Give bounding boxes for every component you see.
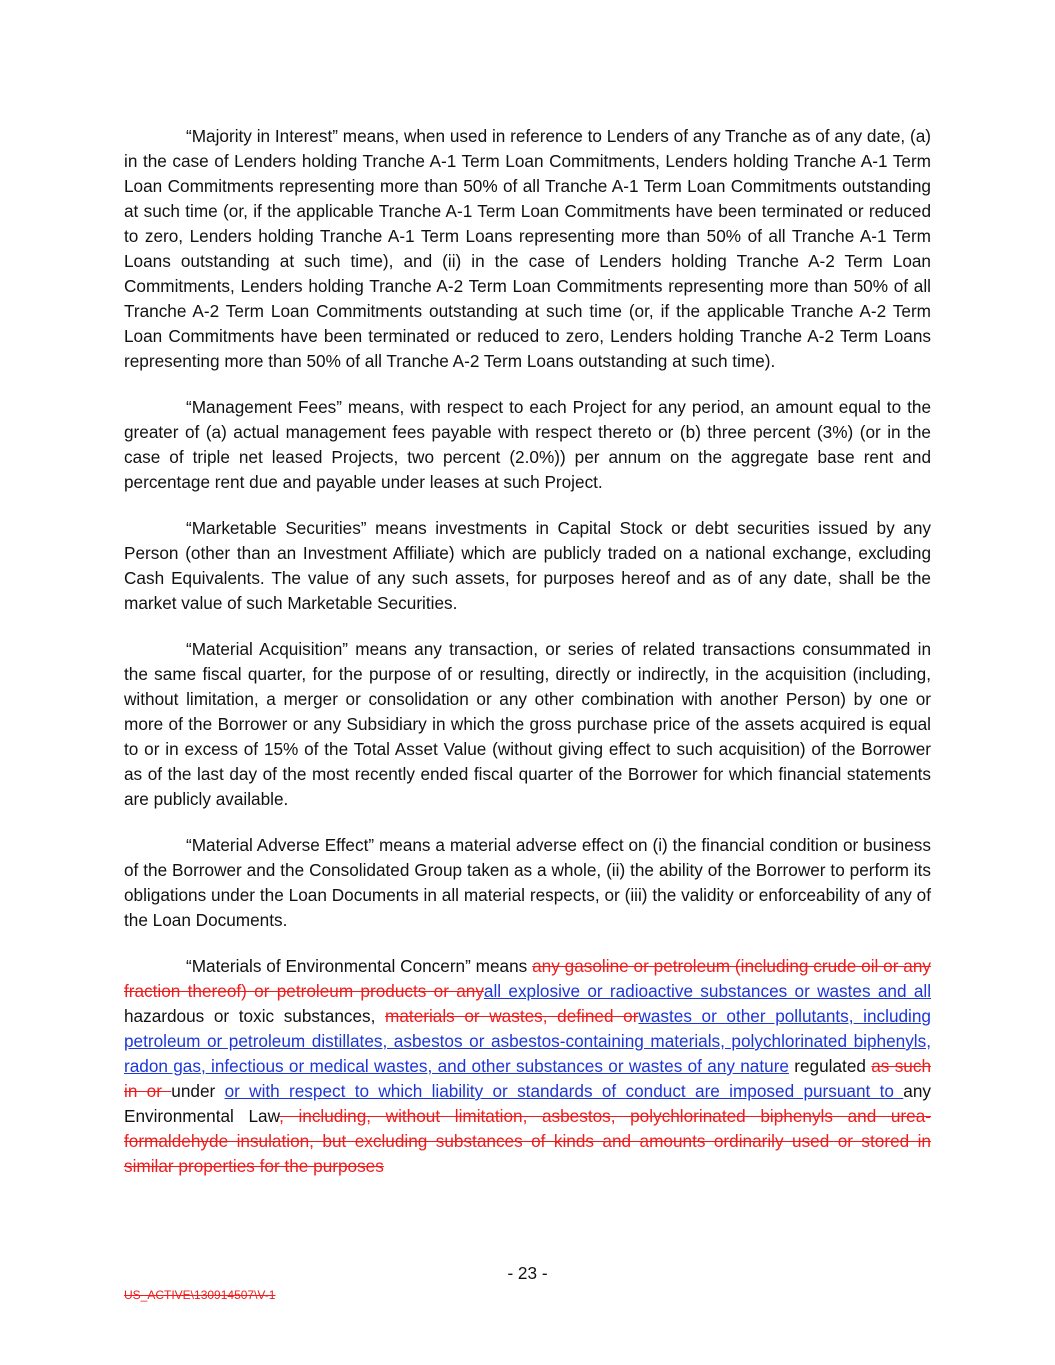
definition-management-fees <box>124 395 931 495</box>
body-text: regulated <box>788 1056 872 1076</box>
deleted-text: as such in or <box>124 1056 931 1101</box>
deleted-text: , including, without limitation, asbestos, polychlorinated biphenyls and urea-formaldehyde insulation, but excluding substances of kinds and amounts ordinarily used or stored in similar properties for the purposes <box>124 1106 931 1176</box>
page-number: - 23 - <box>507 1263 548 1283</box>
document-id: US_ACTIVE\130914507\V-1 <box>124 1288 276 1302</box>
definition-materials-of-environmental-concern <box>124 954 931 1179</box>
document-body <box>124 124 931 1200</box>
body-text: under <box>171 1081 225 1101</box>
inserted-text: wastes or other pollutants, including petroleum or petroleum distillates, asbestos or asbestos-containing materials, polychlorinated biphenyls, radon gas, infectious or medical wastes, and other substances or wastes of any nature <box>124 1006 931 1076</box>
definition-material-adverse-effect <box>124 833 931 933</box>
body-text: “Management Fees” means, with respect to each Project for any period, an amount equal to the greater of (a) actual management fees payable with respect thereto or (b) three percent (3%) (or in the case of triple net leased Projects, two percent (2.0%)) per annum on the aggregate base rent and percentage rent due and payable under leases at such Project. <box>124 397 931 492</box>
body-text: “Material Adverse Effect” means a material adverse effect on (i) the financial condition or business of the Borrower and the Consolidated Group taken as a whole, (ii) the ability of the Borrower to perform its obligations under the Loan Documents in all material respects, or (iii) the validity or enforceability of any of the Loan Documents. <box>124 835 931 930</box>
body-text: hazardous or toxic substances, <box>124 1006 386 1026</box>
deleted-text: any gasoline or petroleum (including crude oil or any fraction thereof) or petroleum products or any <box>124 956 931 1001</box>
definition-material-acquisition <box>124 637 931 812</box>
deleted-text: materials or wastes, defined or <box>385 1006 639 1026</box>
body-text: “Material Acquisition” means any transaction, or series of related transactions consummated in the same fiscal quarter, for the purpose of or resulting, directly or indirectly, in the acquisition (including, without limitation, a merger or consolidation or any other combination with another Person) by one or more of the Borrower or any Subsidiary in which the gross purchase price of the assets acquired is equal to or in excess of 15% of the Total Asset Value (without giving effect to such acquisition) of the Borrower as of the last day of the most recently ended fiscal quarter of the Borrower for which financial statements are publicly available. <box>124 639 931 809</box>
body-text: “Marketable Securities” means investments in Capital Stock or debt securities issued by any Person (other than an Investment Affiliate) which are publicly traded on a national exchange, excluding Cash Equivalents. The value of any such assets, for purposes hereof and as of any date, shall be the market value of such Marketable Securities. <box>124 518 931 613</box>
definition-majority-in-interest <box>124 124 931 374</box>
inserted-text: or with respect to which liability or standards of conduct are imposed pursuant to <box>224 1081 904 1101</box>
inserted-text: all explosive or radioactive substances or wastes and all <box>483 981 932 1001</box>
body-text: “Materials of Environmental Concern” means <box>186 956 533 976</box>
definition-marketable-securities <box>124 516 931 616</box>
body-text: any Environmental Law <box>124 1081 931 1126</box>
body-text: “Majority in Interest” means, when used in reference to Lenders of any Tranche as of any date, (a) in the case of Lenders holding Tranche A-1 Term Loan Commitments, Lenders holding Tranche A-1 Term Loan Commitments representing more than 50% of all Tranche A-1 Term Loan Commitments outstanding at such time (or, if the applicable Tranche A-1 Term Loan Commitments have been terminated or reduced to zero, Lenders holding Tranche A-1 Term Loans representing more than 50% of all Tranche A-1 Term Loans outstanding at such time), and (ii) in the case of Lenders holding Tranche A-2 Term Loan Commitments, Lenders holding Tranche A-2 Term Loan Commitments representing more than 50% of all Tranche A-2 Term Loan Commitments outstanding at such time (or, if the applicable Tranche A-2 Term Loan Commitments have been terminated or reduced to zero, Lenders holding Tranche A-2 Term Loans representing more than 50% of all Tranche A-2 Term Loans outstanding at such time). <box>124 126 931 371</box>
